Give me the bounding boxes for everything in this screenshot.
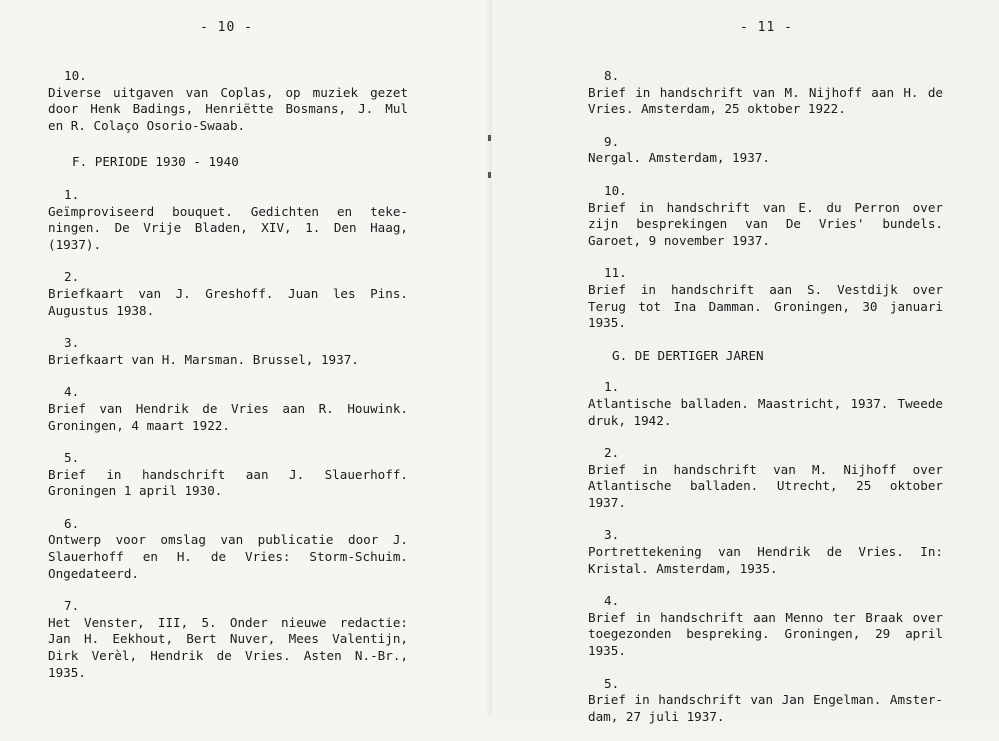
- catalog-entry: [588, 134, 943, 167]
- entry-number: 4.: [64, 384, 80, 400]
- entry-text-line: 1937.: [588, 494, 626, 510]
- entry-number: 9.: [604, 133, 620, 149]
- entry-text-line: Groningen, 4 maart 1922.: [48, 417, 230, 433]
- entry-text-line: Slauerhoff en H. de Vries: Storm-Schuim.: [48, 549, 408, 565]
- catalog-entry: [588, 265, 943, 331]
- entry-text-line: Vries. Amsterdam, 25 oktober 1922.: [588, 101, 846, 117]
- entry-number: 2.: [64, 269, 80, 285]
- entry-text-line: Atlantische balladen. Maastricht, 1937. Tweede: [588, 395, 943, 411]
- entry-text-line: Garoet, 9 november 1937.: [588, 232, 770, 248]
- catalog-entry: [48, 335, 408, 368]
- catalog-entry: [48, 187, 408, 253]
- left-page: [0, 0, 492, 715]
- page-number: - 10 -: [200, 20, 253, 35]
- catalog-entry: [588, 676, 943, 726]
- entry-text-line: Jan H. Eekhout, Bert Nuver, Mees Valentijn,: [48, 631, 408, 647]
- catalog-entry: [48, 516, 408, 582]
- catalog-entry: [48, 598, 408, 681]
- entry-text-line: Geïmproviseerd bouquet. Gedichten en teke-: [48, 203, 408, 219]
- entry-list: [588, 379, 943, 725]
- entry-number: 8.: [604, 68, 620, 83]
- entry-number: 10.: [64, 68, 87, 83]
- entry-text-line: druk, 1942.: [588, 412, 672, 428]
- entry-text-line: door Henk Badings, Henriëtte Bosmans, J. Mul: [48, 101, 408, 117]
- entry-number: 4.: [604, 593, 620, 609]
- entry-text-line: ningen. De Vrije Bladen, XIV, 1. Den Haag,: [48, 220, 408, 236]
- entry-list: [48, 68, 408, 134]
- entry-text-line: Brief in handschrift van E. du Perron over: [588, 199, 943, 215]
- entry-text-line: Portrettekening van Hendrik de Vries. In:: [588, 544, 943, 560]
- catalog-entry: [48, 384, 408, 434]
- catalog-entry: [48, 68, 408, 134]
- right-page: [492, 0, 999, 724]
- catalog-entry: [588, 527, 943, 577]
- paper-speck: [488, 135, 491, 141]
- entry-number: 6.: [64, 515, 80, 531]
- entry-text-line: Nergal. Amsterdam, 1937.: [588, 150, 770, 166]
- entry-text-line: 1935.: [588, 315, 626, 331]
- paper-speck: [488, 172, 491, 178]
- catalog-entry: [588, 379, 943, 429]
- entry-text-line: en R. Colaço Osorio-Swaab.: [48, 117, 246, 133]
- entry-number: 1.: [604, 379, 620, 395]
- entry-text-line: Brief in handschrift van M. Nijhoff aan H. de: [588, 84, 943, 100]
- entry-number: 3.: [604, 527, 620, 543]
- catalog-entry: [588, 593, 943, 659]
- entry-text-line: Brief in handschrift aan S. Vestdijk over: [588, 281, 943, 297]
- entry-text-line: 1935.: [48, 664, 86, 680]
- entry-text-line: Atlantische balladen. Utrecht, 25 oktober: [588, 478, 943, 494]
- entry-text-line: Brief in handschrift aan Menno ter Braak over: [588, 609, 943, 625]
- entry-number: 10.: [604, 182, 627, 198]
- entry-text-line: Brief in handschrift aan J. Slauerhoff.: [48, 466, 408, 482]
- section-heading: G. DE DERTIGER JAREN: [612, 347, 764, 363]
- left-column: [48, 68, 408, 697]
- entry-text-line: Brief in handschrift van Jan Engelman. Amster-: [588, 692, 943, 708]
- catalog-entry: [588, 68, 943, 118]
- entry-text-line: zijn besprekingen van De Vries' bundels.: [588, 216, 943, 232]
- entry-text-line: dam, 27 juli 1937.: [588, 708, 725, 724]
- page-number: - 11 -: [740, 20, 793, 35]
- entry-number: 1.: [64, 186, 80, 202]
- entry-text-line: (1937).: [48, 236, 102, 252]
- entry-text-line: Augustus 1938.: [48, 302, 155, 318]
- entry-text-line: Dirk Verèl, Hendrik de Vries. Asten N.-Br.,: [48, 648, 408, 664]
- entry-text-line: Brief in handschrift van M. Nijhoff over: [588, 461, 943, 477]
- entry-text-line: Groningen 1 april 1930.: [48, 483, 223, 499]
- entry-number: 5.: [64, 450, 80, 466]
- catalog-entry: [48, 450, 408, 500]
- entry-text-line: toegezonden bespreking. Groningen, 29 april: [588, 626, 943, 642]
- entry-text-line: Briefkaart van H. Marsman. Brussel, 1937.: [48, 351, 359, 367]
- entry-text-line: Ongedateerd.: [48, 565, 139, 581]
- entry-text-line: Briefkaart van J. Greshoff. Juan les Pins.: [48, 285, 408, 301]
- entry-number: 11.: [604, 265, 627, 281]
- entry-list: [48, 187, 408, 681]
- entry-number: 2.: [604, 445, 620, 461]
- entry-text-line: Ontwerp voor omslag van publicatie door J.: [48, 532, 408, 548]
- entry-text-line: Terug tot Ina Damman. Groningen, 30 januari: [588, 298, 943, 314]
- entry-text-line: Brief van Hendrik de Vries aan R. Houwink.: [48, 400, 408, 416]
- entry-text-line: Diverse uitgaven van Coplas, op muziek gezet: [48, 84, 408, 100]
- entry-number: 5.: [604, 675, 620, 691]
- entry-list: [588, 68, 943, 332]
- section-heading: F. PERIODE 1930 - 1940: [72, 154, 239, 170]
- catalog-entry: [588, 183, 943, 249]
- entry-number: 3.: [64, 335, 80, 351]
- catalog-entry: [48, 269, 408, 319]
- right-column: [588, 68, 943, 741]
- entry-text-line: 1935.: [588, 643, 626, 659]
- entry-text-line: Kristal. Amsterdam, 1935.: [588, 560, 778, 576]
- entry-text-line: Het Venster, III, 5. Onder nieuwe redactie:: [48, 614, 408, 630]
- catalog-entry: [588, 445, 943, 511]
- entry-number: 7.: [64, 598, 80, 614]
